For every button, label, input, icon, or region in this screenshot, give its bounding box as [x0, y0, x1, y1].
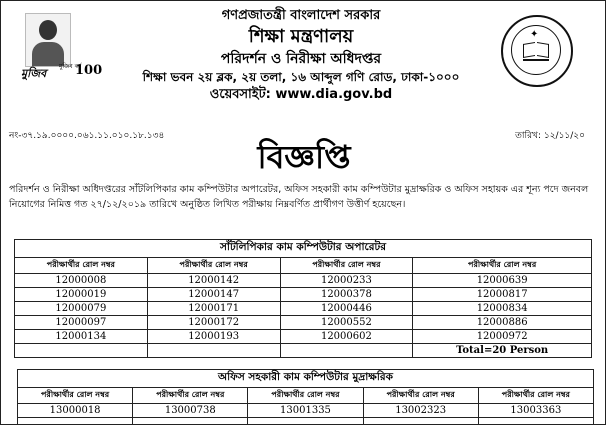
table-row [18, 404, 594, 418]
roll-cell: 12000079 [15, 302, 148, 316]
roll-cell: 13000018 [18, 404, 133, 418]
ministry-name: শিক্ষা মন্ত্রণালয় [248, 26, 354, 47]
roll-cell: 12000552 [280, 316, 413, 330]
column-header: পরীক্ষার্থীর রোল নম্বর [280, 258, 413, 274]
notice-body: পরিদর্শন ও নিরীক্ষা অধিদপ্তরের সাঁটলিপিকার কাম কম্পিউটার অপারেটর, অফিস সহকারী কাম কম্পিউটার মুদ্রাক্ষরিক ও অফিস সহায়ক এর শূন্য পদে জনবল নিয়োগের নিমিত্ত গত ২৭/১২/২০১৯ তারিখে অনুষ্ঠিত লিখিত পরীক্ষায় নিম্নবর্ণিত প্রার্থীগণ উত্তীর্ণ হয়েছেন। [9, 184, 589, 210]
column-header: পরীক্ষার্থীর রোল নম্বর [478, 388, 593, 404]
table-row [15, 316, 592, 330]
column-header: পরীক্ষার্থীর রোল নম্বর [413, 258, 592, 274]
column-header: পরীক্ষার্থীর রোল নম্বর [133, 388, 248, 404]
memo-number: নং-৩৭.১৯.০০০০.০৬১.১১.০১০.১৮.১৩৪ [9, 131, 165, 141]
column-header: পরীক্ষার্থীর রোল নম্বর [15, 258, 148, 274]
office-address: শিক্ষা ভবন ২য় ব্লক, ২য় তলা, ১৬ আব্দুল গণি রোড, ঢাকা-১০০০ [142, 70, 460, 84]
total-count: Total=20 Person [413, 344, 592, 358]
column-header: পরীক্ষার্থীর রোল নম্বর [18, 388, 133, 404]
roll-cell: 13000738 [133, 404, 248, 418]
roll-cell: 12000097 [15, 316, 148, 330]
portrait-image [25, 13, 71, 67]
mujib-borsho-logo [19, 9, 107, 93]
column-header: পরীক্ষার্থীর রোল নম্বর [248, 388, 363, 404]
roll-cell: 12000233 [280, 274, 413, 288]
roll-cell: 12000972 [413, 330, 592, 344]
roll-cell: 12000886 [413, 316, 592, 330]
total-row [15, 344, 592, 358]
notice-date: তারিখ: ১২/১১/২০ [515, 131, 585, 141]
logo-mujib-text: মুজিব [21, 67, 47, 80]
table-title: সাঁটলিপিকার কাম কম্পিউটার অপারেটর [15, 240, 592, 258]
govt-name: গণপ্রজাতন্ত্রী বাংলাদেশ সরকার [221, 8, 381, 23]
table-row [15, 302, 592, 316]
roll-cell: 12000019 [15, 288, 148, 302]
table-row [15, 274, 592, 288]
table-row [15, 288, 592, 302]
roll-cell: 13003363 [478, 404, 593, 418]
department-name: পরিদর্শন ও নিরীক্ষা অধিদপ্তর [220, 51, 382, 67]
table-row [15, 330, 592, 344]
roll-cell: 12000193 [147, 330, 280, 344]
roll-cell: 12000142 [147, 274, 280, 288]
roll-cell: 12000134 [15, 330, 148, 344]
logo-hundred-text: 100 [75, 63, 103, 78]
column-header: পরীক্ষার্থীর রোল নম্বর [147, 258, 280, 274]
roll-cell: 12000378 [280, 288, 413, 302]
letterhead [111, 7, 491, 104]
roll-cell: 12000171 [147, 302, 280, 316]
roll-cell: 12000817 [413, 288, 592, 302]
seal-icon: ✦ [501, 15, 573, 87]
result-table-stenographer [14, 239, 592, 358]
book-icon [523, 43, 549, 61]
roll-cell: 12000446 [280, 302, 413, 316]
table-row [18, 418, 594, 425]
roll-cell: 12000602 [280, 330, 413, 344]
table-title: অফিস সহকারী কাম কম্পিউটার মুদ্রাক্ষরিক [18, 370, 594, 388]
roll-cell: 13002323 [363, 404, 478, 418]
result-table-office-assistant [17, 369, 594, 425]
roll-cell: 12000147 [147, 288, 280, 302]
column-header: পরীক্ষার্থীর রোল নম্বর [363, 388, 478, 404]
roll-cell: 13001335 [248, 404, 363, 418]
roll-cell: 12000008 [15, 274, 148, 288]
roll-cell: 12000834 [413, 302, 592, 316]
roll-cell: 12000639 [413, 274, 592, 288]
notice-title: বিজ্ঞপ্তি [257, 138, 351, 176]
website-link[interactable]: ওয়েবসাইট: www.dia.gov.bd [209, 87, 393, 102]
logo-mujib-small: মুজিব বর্ষ [59, 63, 82, 70]
roll-cell: 12000172 [147, 316, 280, 330]
